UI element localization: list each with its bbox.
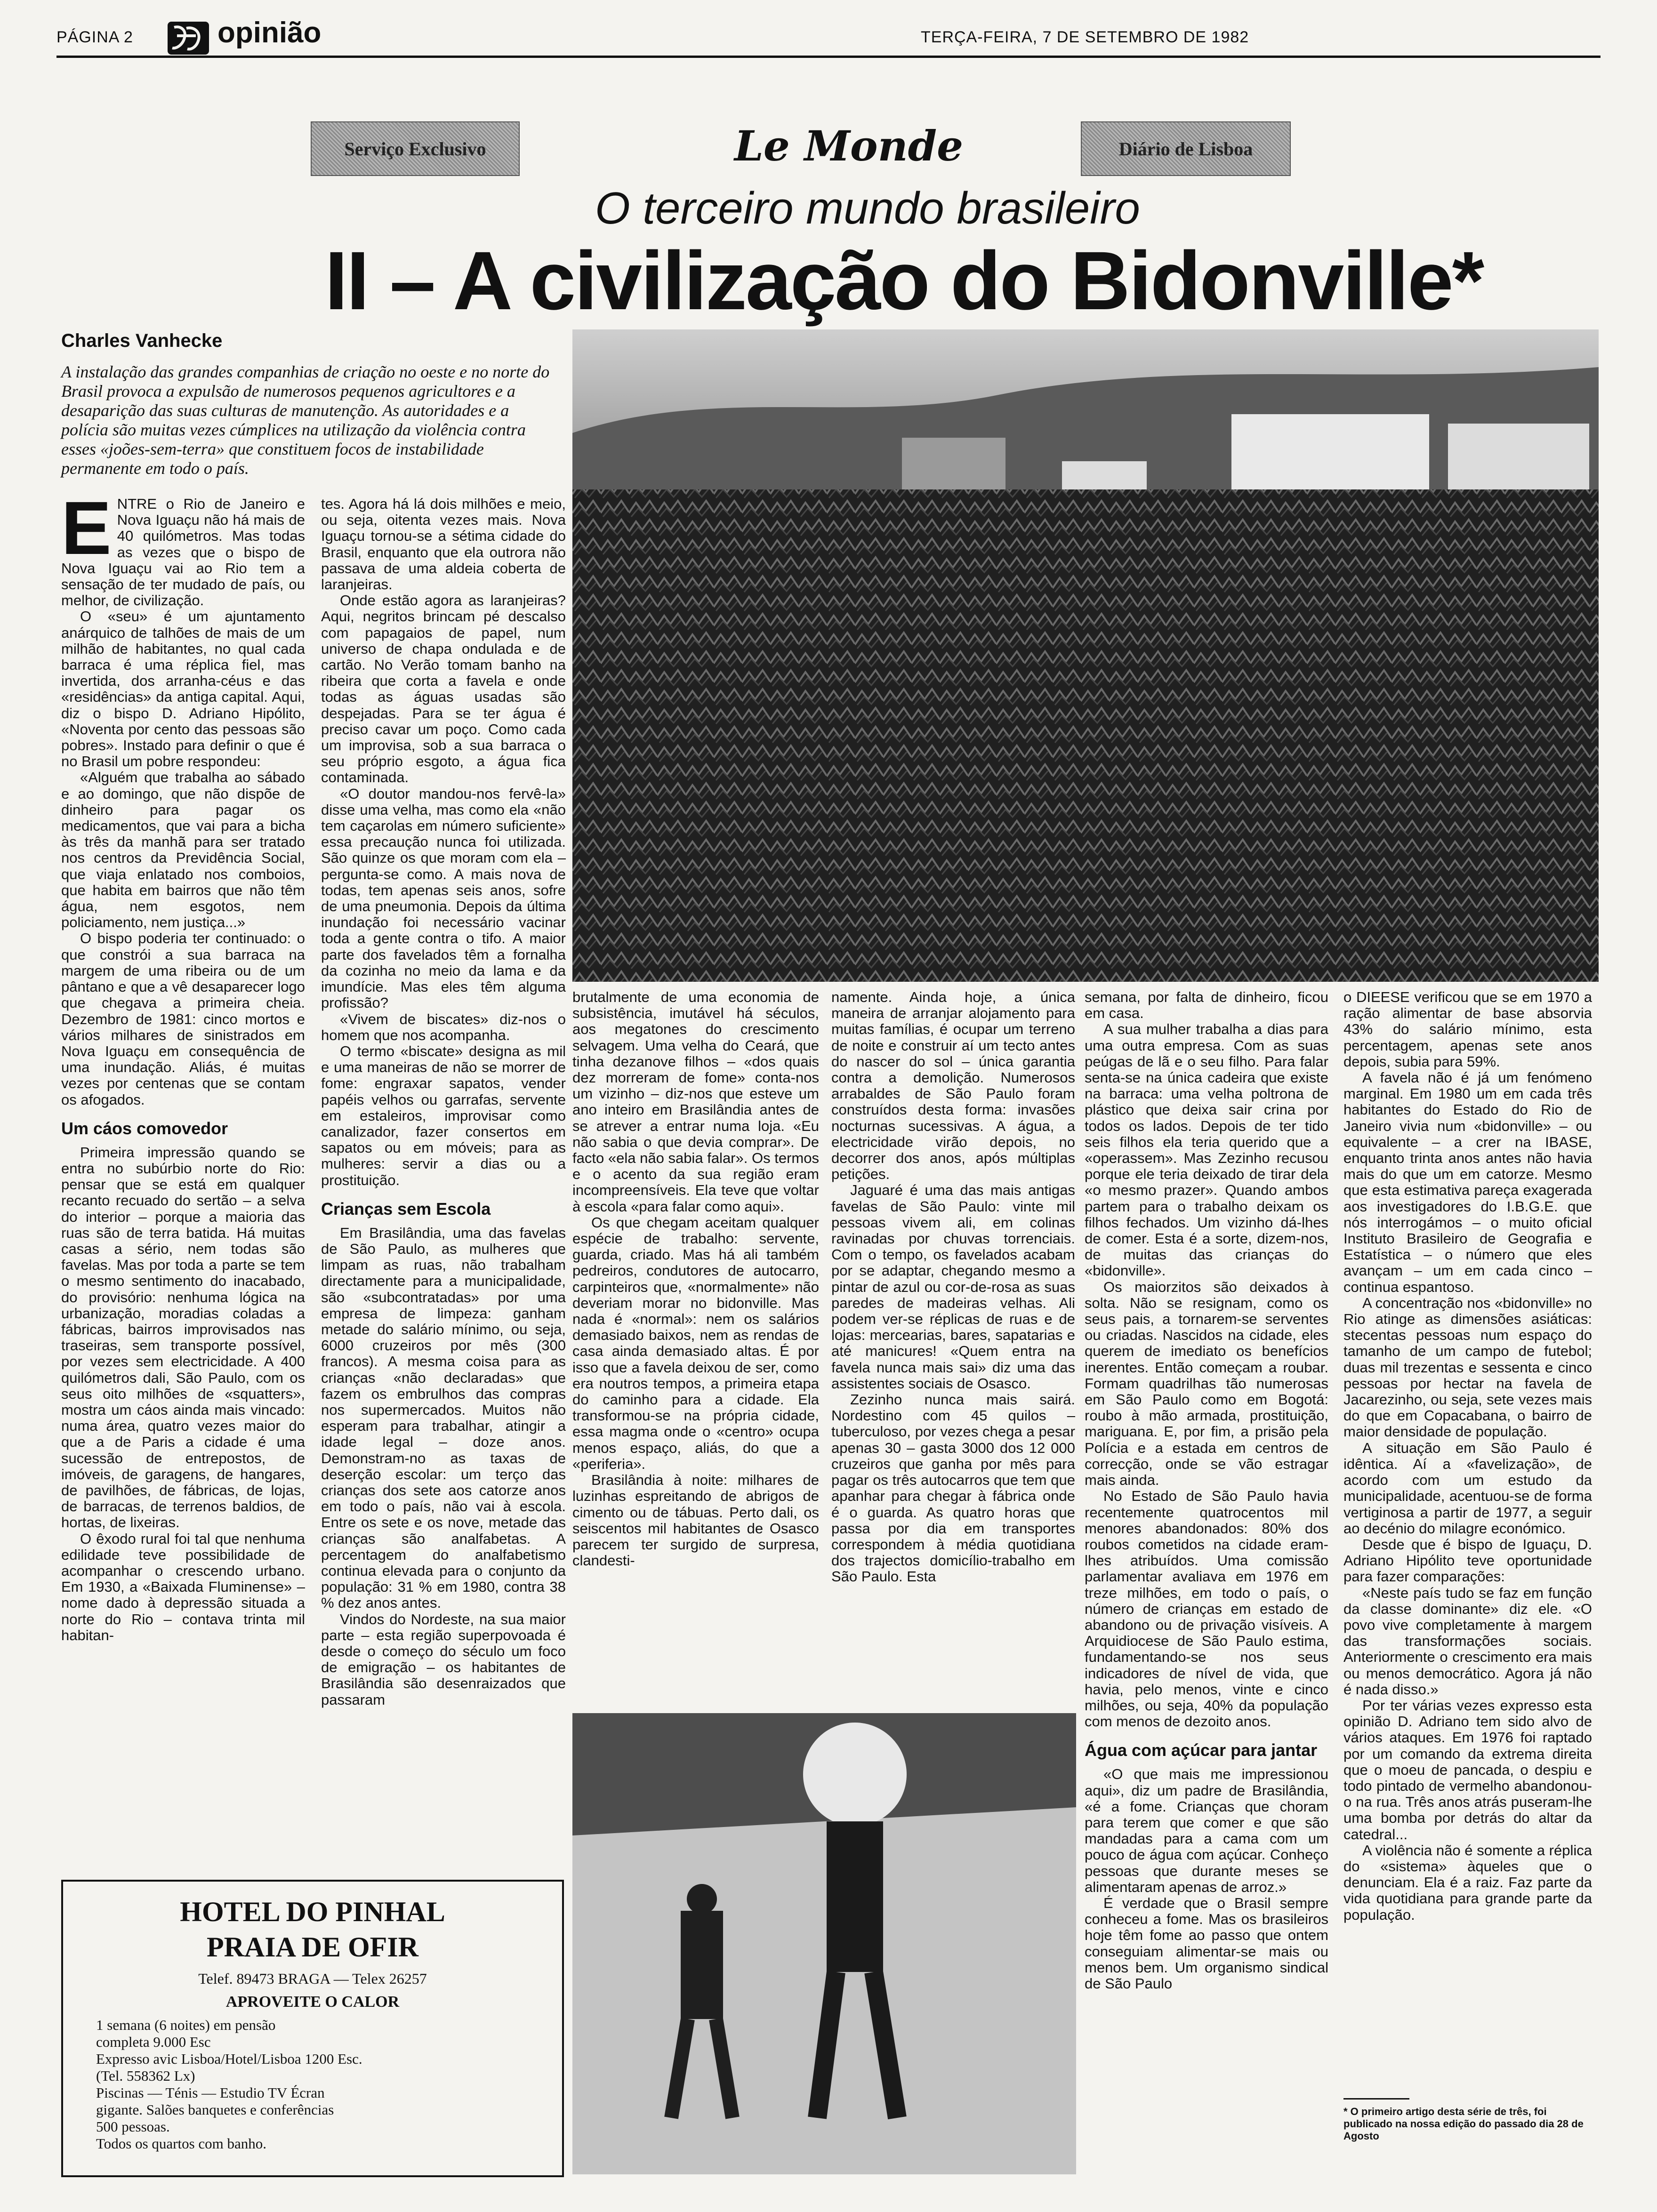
header-rule (56, 56, 1601, 58)
article-kicker: O terceiro mundo brasileiro (595, 183, 1140, 233)
paragraph: Onde estão agora as laranjeiras? Aqui, negritos brincam pé descalso com papagaios de papel, num universo de chapa ondulada e de cartão. No Verão tomam banho na ribeira que corta a favela e onde todas as águas usadas são despejadas. Para se ter água é preciso cavar um poço. Como cada um improvisa, sob a sua barraca o seu próprio esgoto, a água fica contaminada. (321, 592, 566, 786)
article-lede: A instalação das grandes companhias de criação no oeste e no norte do Brasil provoca a expulsão de numerosos pequenos agricultores e a desaparição das suas culturas de manutenção. As autoridades e a polícia são muitas vezes cúmplices na utilização da violência contra esses «joões-sem-terra» que constituem focos de instabilidade permanente em todo o país. (61, 362, 550, 478)
paragraph: A favela não é já um fenómeno marginal. Em 1980 um em cada três habitantes do Estado do Rio de Janeiro vivia num «bidonville» – ou equivalente – a crer na IBASE, enquanto trinta anos antes não havia mais do que um em catorze. Mesmo que esta estimativa pareça exagerada aos investigadores do I.B.G.E. que nós interrogámos – o muito oficial Instituto Brasileiro de Geografia e Estatística – o número que eles avançam – um em cada cinco – continua espantoso. (1343, 1069, 1592, 1295)
subheading: Crianças sem Escola (321, 1199, 491, 1218)
paragraph: «Vivem de biscates» diz-nos o homem que nos acompanha. (321, 1010, 566, 1043)
paragraph: No Estado de São Paulo havia recentemente quatrocentos mil menores abandonados: 80% dos roubos cometidos na cidade eram-lhes atribuídos. Uma comissão parlamentar avaliava em 1976 em treze milhões, em todo o país, o número de crianças em estado de abandono ou de privação visíveis. A Arquidiocese de São Paulo estima, fundamentando-se nos seus indicadores de nível de vida, que havia, pelo menos, vinte e cinco milhões, ou seja, 40% da população com menos de dezoito anos. (1085, 1488, 1328, 1730)
footnote: * O primeiro artigo desta série de três, foi publicado na nossa edição do passado dia 28 de Agosto (1343, 2106, 1584, 2142)
paragraph: O «seu» é um ajuntamento anárquico de talhões de mais de um milhão de habitantes, no qual cada barraca é uma réplica fiel, mas invertida, dos arranha-céus e das «residências» da antiga capital. Aqui, diz o bispo D. Adriano Hipólito, «Noventa por cento das pessoas são pobres». Instado para definir o que é no Brasil um pobre respondeu: (61, 608, 305, 770)
page-label: PÁGINA 2 (56, 28, 133, 46)
favela-photo (572, 329, 1599, 982)
ad-detail-line: completa 9.000 Esc (96, 2034, 211, 2050)
paragraph: tes. Agora há lá dois milhões e meio, ou seja, oitenta vezes mais. Nova Iguaçu tornou-se a sétima cidade do Brasil, enquanto que ela outrora não passava de uma aldeia coberta de laranjeiras. (321, 496, 566, 593)
issue-date: TERÇA-FEIRA, 7 DE SETEMBRO DE 1982 (921, 28, 1249, 46)
paragraph: «O doutor mandou-nos fervê-la» disse uma velha, mas como ela «não tem caçarolas em número suficiente» essa precaução nunca foi utilizada. São quinze os que moram com ela – pergunta-se como. A mais nova de todas, tem apenas seis anos, sofre de uma pneumonia. Depois da última inundação foi necessário vacinar toda a gente contra o tifo. A maior parte dos favelados têm a fornalha da cozinha no meio da lama e da imundície. Mas eles têm alguma profissão? (321, 785, 566, 1011)
paragraph: Desde que é bispo de Iguaçu, D. Adriano Hipólito teve oportunidade para fazer comparações: (1343, 1536, 1592, 1585)
ad-slogan: APROVEITE O CALOR (225, 1993, 400, 2011)
ad-detail-line: (Tel. 558362 Lx) (96, 2068, 195, 2084)
paragraph: O êxodo rural foi tal que nenhuma edilidade teve possibilidade de acompanhar o crescendo urbano. Em 1930, a «Baixada Fluminense» – nome dado à depressão situada a norte do Rio – contava trinta mil habitan- (61, 1530, 305, 1643)
paragraph: semana, por falta de dinheiro, ficou em casa. (1085, 989, 1328, 1022)
paragraph: NTRE o Rio de Janeiro e Nova Iguaçu não há mais de 40 quilómetros. Mas todas as vezes que o bispo de Nova Iguaçu vai ao Rio tem a sensação de ter mudado de país, ou melhor, de civilização. (61, 496, 305, 609)
paragraph: Primeira impressão quando se entra no subúrbio norte do Rio: pensar que se está em qualquer recanto recuado do sertão – a selva do interior – porque a maioria das ruas são de terra batida. Há muitas casas a sério, nem todas são favelas. Mas por toda a parte se tem o mesmo sentimento do inacabado, do provisório: nenhuma lógica na urbanização, moradias coladas a fábricas, bairros improvisados nas traseiras, sem transporte possível, por vezes sem electricidade. A 400 quilómetros dali, São Paulo, com os seus oito milhões de «squatters», mostra um cáos ainda mais vincado: numa área, quatro vezes maior do que a de Paris a cidade é uma sucessão de entrepostos, de imóveis, de garagens, de hangares, de pavilhões, de fábricas, de lojas, de barracas, de terrenos baldios, de hortas, de lixeiras. (61, 1144, 305, 1531)
diario-de-lisboa-box: Diário de Lisboa (1081, 121, 1291, 176)
column-4 (831, 989, 1075, 1705)
paragraph: O termo «biscate» designa as mil e uma maneiras de não se morrer de fome: engraxar sapatos, vender papéis velhos ou garrafas, servente em estaleiros, improvisar como canalizador, fazer consertos em sapatos ou em móveis; para as mulheres: servir a dias ou a prostituição. (321, 1042, 566, 1188)
paragraph: É verdade que o Brasil sempre conheceu a fome. Mas os brasileiros hoje têm fome ao passo que ontem conseguiam alimentar-se mais ou menos bem. Um organismo sindical de São Paulo (1085, 1894, 1328, 1992)
dl-logo-icon (168, 22, 209, 55)
paragraph: A situação em São Paulo é idêntica. Aí a «favelização», de acordo com um estudo da municipalidade, acentuou-se de forma vertiginosa a partir de 1977, a seguir ao decénio do milagre económico. (1343, 1439, 1592, 1537)
paragraph: Em Brasilândia, uma das favelas de São Paulo, as mulheres que limpam as ruas, não trabalham directamente para a municipalidade, são «subcontratadas» por uma empresa de limpeza: ganham metade do salário mínimo, ou seja, 6000 cruzeiros por mês (300 francos). A mesma coisa para as crianças «não declaradas» que fazem os embrulhos das compras nos supermercados. Muitos não esperam para trabalhar, atingir a idade legal – doze anos. Demonstram-no as taxas de deserção escolar: um terço das crianças dos sete aos catorze anos em todo o país, não vai à escola. Entre os sete e os nove, metade das crianças são analfabetas. A percentagem do analfabetismo continua elevada para o conjunto da população: 31 % em 1980, contra 38 % dez anos antes. (321, 1224, 566, 1611)
section-name: opinião (217, 16, 322, 49)
ad-location: PRAIA DE OFIR (206, 1931, 419, 1963)
column-3 (572, 989, 819, 1705)
paragraph: «Neste país tudo se faz em função da classe dominante» diz ele. «O povo vive completamente à margem das transformações sociais. Anteriormente o crescimento era mais ou menos democrático. Agora já não é nada disso.» (1343, 1584, 1592, 1698)
paragraph: O bispo poderia ter continuado: o que constrói a sua barraca na margem de uma ribeira ou de um pântano e que a vê desaparecer logo que chegava a primeira cheia. Dezembro de 1981: cinco mortos e vários milhares de sinistrados em Nova Iguaçu em consequência de uma inundação. Aliás, é muitas vezes por centenas que se contam os afogados. (61, 930, 305, 1108)
ad-detail-line: 1 semana (6 noites) em pensão (96, 2017, 276, 2033)
paragraph: Os que chegam aceitam qualquer espécie de trabalho: servente, guarda, criado. Mas há ali também pedreiros, condutores de autocarro, carpinteiros que, «normalmente» não deveriam morar no bidonville. Mas nada é «normal»: nem os salários demasiado baixos, nem as rendas de casa ainda demasiado altas. É por isso que a favela deixou de ser, como era noutros tempos, a primeira etapa do caminho para a cidade. Ela transformou-se na própria cidade, essa magma onde o «centro» ocupa menos espaço, aliás, do que a «periferia». (572, 1214, 819, 1472)
footnote-rule (1343, 2098, 1409, 2100)
exclusive-service-box: Serviço Exclusivo (311, 121, 520, 176)
byline: Charles Vanhecke (61, 330, 223, 351)
ad-detail-line: gigante. Salões banquetes e conferências (96, 2101, 334, 2118)
paragraph: A concentração nos «bidonville» no Rio atinge as dimensões asiáticas: stecentas pessoas num espaço do tamanho de um campo de futebol; duas mil trezentas e sessenta e cinco pessoas por hectar na favela de Jacarezinho, ou seja, sete vezes mais do que em Copacabana, o bairro de maior densidade de população. (1343, 1294, 1592, 1440)
paragraph: Vindos do Nordeste, na sua maior parte – esta região superpovoada é desde o começo do século um foco de emigração – os habitantes de Brasilândia são desenraizados que passaram (321, 1611, 566, 1708)
paragraph: Jaguaré é uma das mais antigas favelas de São Paulo: vinte mil pessoas vivem ali, em colinas ravinadas por chuvas torrenciais. Com o tempo, os favelados acabam por se adaptar, chegando mesmo a pintar de azul ou cor-de-rosa as suas paredes de madeiras velhas. Ali podem ver-se réplicas de ruas e de lojas: mercearias, bares, sapatarias e até manicures! «Quem entra na favela nunca mais sai» diz uma das assistentes sociais de Osasco. (831, 1182, 1075, 1392)
ad-hotel-name: HOTEL DO PINHAL (180, 1896, 445, 1927)
paragraph: Os maiorzitos são deixados à solta. Não se resignam, como os seus pais, a tornarem-se serventes ou criadas. Nascidos na cidade, eles querem de imediato os benefícios inerentes. Então começam a roubar. Formam quadrilhas tão numerosas em São Paulo como em Bogotá: roubo à mão armada, prostituição, mariguana. E, por fim, a prisão pela Polícia e a estada em centros de correcção, onde se vão estragar mais ainda. (1085, 1278, 1328, 1489)
paragraph: A violência não é somente a réplica do «sistema» àqueles que o denunciam. Ela é a raiz. Faz parte da vida quotidiana para grande parte da população. (1343, 1842, 1592, 1923)
paragraph: «O que mais me impressionou aqui», diz um padre de Brasilândia, «é a fome. Crianças que choram para terem que comer e que são mandadas para a cama com um pouco de água com açúcar. Conheço pessoas que durante meses se alimentaram apenas de arroz.» (1085, 1766, 1328, 1895)
ad-contact: Telef. 89473 BRAGA — Telex 26257 (198, 1970, 427, 1987)
paragraph: Por ter várias vezes expresso esta opinião D. Adriano tem sido alvo de vários ataques. Em 1976 foi raptado por um comando da extrema direita que o moeu de pancada, o despiu e todo pintado de vermelho abandonou-o na rua. Três anos atrás puseram-lhe uma bomba por detrás do altar da catedral... (1343, 1697, 1592, 1843)
column-5 (1085, 989, 1328, 2175)
ad-detail-line: 500 pessoas. (96, 2118, 170, 2135)
ad-detail-line: Expresso avic Lisboa/Hotel/Lisboa 1200 Esc. (96, 2051, 362, 2067)
ad-detail-line: Todos os quartos com banho. (96, 2135, 267, 2152)
column-1 (61, 496, 305, 1828)
hotel-advertisement (61, 1880, 564, 2177)
drop-cap: E (61, 496, 112, 570)
le-monde-logo: Le Monde (734, 121, 964, 170)
woman-carrying-bundle-photo (572, 1713, 1076, 2174)
column-2 (321, 496, 566, 1828)
ad-detail-line: Piscinas — Ténis — Estudio TV Écran (96, 2084, 325, 2101)
paragraph: namente. Ainda hoje, a única maneira de arranjar alojamento para muitas famílias, é ocupar um terreno de noite e construir aí um tecto antes do nascer do sol – única garantia contra a demolição. Numerosos arrabaldes de São Paulo foram construídos desta forma: invasões nocturnas sucessivas. A água, a electricidade virão depois, no decorrer dos anos, após múltiplas petições. (831, 989, 1075, 1183)
paragraph: «Alguém que trabalha ao sábado e ao domingo, que não dispõe de dinheiro para pagar os medicamentos, que vai para a bicha às três da manhã para ser tratado nos centros da Previdência Social, que viaja enlatado nos comboios, que habita em bairros que não têm água, nem esgotos, nem policiamento, nem justiça...» (61, 769, 305, 931)
paragraph: o DIEESE verificou que se em 1970 a ração alimentar de base absorvia 43% do salário mínimo, esta percentagem, apenas sete anos depois, subia para 59%. (1343, 989, 1592, 1070)
paragraph: Brasilândia à noite: milhares de luzinhas espreitando de abrigos de cimento ou de tábuas. Perto dali, os seiscentos mil habitantes de Osasco parecem ter surgido de surpresa, clandesti- (572, 1472, 819, 1569)
subheading: Um cáos comovedor (61, 1118, 228, 1138)
column-6 (1343, 989, 1592, 2091)
subheading: Água com açúcar para jantar (1085, 1740, 1318, 1760)
ad-details (63, 2017, 562, 2152)
paragraph: Zezinho nunca mais sairá. Nordestino com 45 quilos – tuberculoso, por vezes chega a pesar apenas 30 – gasta 3000 dos 12 000 cruzeiros que ganha por mês para pagar os três autocarros que tem que apanhar para chegar à fábrica onde é o guarda. As quatro horas que passa por dia em transportes correspondem à média quotidiana dos trajectos domicílio-trabalho em São Paulo. Esta (831, 1391, 1075, 1585)
article-title: II – A civilização do Bidonville* (325, 235, 1483, 327)
paragraph: brutalmente de uma economia de subsistência, imutável há séculos, aos megatones do crescimento selvagem. Uma velha do Ceará, que tinha dezanove filhos – «dos quais dez morreram de fome» conta-nos um vizinho – diz-nos que esteve um ano inteiro em Brasilândia antes de se atrever a entrar numa loja. «Eu não sabia o que devia comprar». De facto «ela não sabia falar». Os termos e o acento da sua região eram incompreensíveis. Ela teve que voltar à escola «para falar como aqui». (572, 989, 819, 1215)
paragraph: A sua mulher trabalha a dias para uma outra empresa. Com as suas peúgas de lã e o seu filho. Para falar senta-se na única cadeira que existe na barraca: uma velha poltrona de plástico que deixa sair crina por todos os lados. Depois de ter tido seis filhos ela teria querido que a «operassem». Mas Zezinho recusou porque ele teria deixado de tirar dela «o mesmo prazer». Quando ambos partem para o trabalho deixam os filhos fechados. Um vizinho dá-lhes de comer. Esta é a sorte, dizem-nos, de muitas das crianças do «bidonville». (1085, 1021, 1328, 1279)
